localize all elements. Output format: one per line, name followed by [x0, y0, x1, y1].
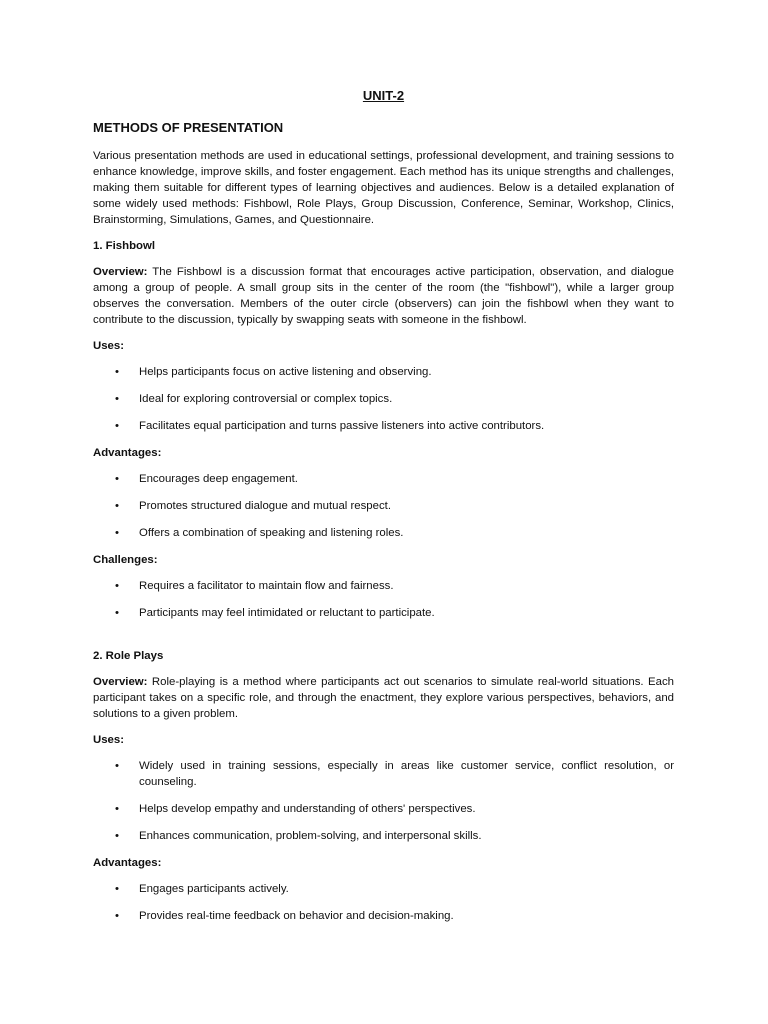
list-item-text: Encourages deep engagement. [139, 473, 298, 485]
bullet-icon: • [115, 393, 119, 405]
unit-title: UNIT-2 [362, 88, 405, 103]
overview-label: Overview: [93, 266, 148, 278]
bullet-icon: • [115, 760, 119, 772]
list-item [93, 758, 674, 790]
overview-paragraph-role-plays [93, 674, 674, 722]
list-item [93, 471, 674, 487]
list-item [93, 391, 674, 407]
intro-paragraph: Various presentation methods are used in educational settings, professional development, and training sessions to enhance knowledge, improve skills, and foster engagement. Each method has its unique strengths and challenges, making them suitable for different types of learning objectives and audiences. Below is a detailed explanation of some widely used methods: Fishbowl, Role Plays, Group Discussion, Conference, Seminar, Workshop, Clinics, Brainstorming, Simulations, Games, and Questionnaire. [93, 150, 674, 226]
bullet-icon: • [115, 910, 119, 922]
list-item-text: Helps participants focus on active listening and observing. [139, 366, 432, 378]
list-item [93, 881, 674, 897]
bullet-icon: • [115, 607, 119, 619]
section-heading-role-plays: 2. Role Plays [93, 650, 164, 662]
section-spacer [93, 632, 674, 648]
list-item-text: Facilitates equal participation and turns passive listeners into active contributors. [139, 420, 545, 432]
list-item-text: Enhances communication, problem-solving, and interpersonal skills. [139, 830, 482, 842]
section-heading-fishbowl: 1. Fishbowl [93, 240, 156, 252]
advantages-list-fishbowl [93, 471, 674, 541]
list-item [93, 828, 674, 844]
list-item-text: Provides real-time feedback on behavior and decision-making. [139, 910, 454, 922]
list-item-text: Promotes structured dialogue and mutual respect. [139, 500, 391, 512]
uses-heading-role-plays: Uses: [93, 734, 125, 746]
list-item-text: Offers a combination of speaking and listening roles. [139, 527, 404, 539]
list-item-text: Widely used in training sessions, especially in areas like customer service, conflict resolution, or counseling. [139, 760, 674, 788]
uses-list-role-plays [93, 758, 674, 844]
list-item-text: Requires a facilitator to maintain flow and fairness. [139, 580, 394, 592]
uses-heading-fishbowl: Uses: [93, 340, 125, 352]
bullet-icon: • [115, 580, 119, 592]
list-item-text: Ideal for exploring controversial or complex topics. [139, 393, 393, 405]
bullet-icon: • [115, 830, 119, 842]
overview-paragraph-fishbowl [93, 264, 674, 328]
bullet-icon: • [115, 473, 119, 485]
bullet-icon: • [115, 883, 119, 895]
list-item [93, 525, 674, 541]
bullet-icon: • [115, 803, 119, 815]
list-item [93, 605, 674, 621]
list-item [93, 908, 674, 924]
list-item-text: Engages participants actively. [139, 883, 289, 895]
advantages-heading-role-plays: Advantages: [93, 857, 162, 869]
bullet-icon: • [115, 420, 119, 432]
bullet-icon: • [115, 527, 119, 539]
advantages-list-role-plays [93, 881, 674, 924]
challenges-heading-fishbowl: Challenges: [93, 554, 158, 566]
overview-label: Overview: [93, 676, 148, 688]
challenges-list-fishbowl [93, 578, 674, 621]
overview-text: Role-playing is a method where participants act out scenarios to simulate real-world situations. Each participant takes on a specific role, and through the enactment, they explore various perspectives, behaviors, and solutions to a given problem. [93, 676, 674, 720]
advantages-heading-fishbowl: Advantages: [93, 447, 162, 459]
main-title: METHODS OF PRESENTATION [93, 120, 284, 135]
list-item [93, 418, 674, 434]
list-item [93, 801, 674, 817]
list-item [93, 364, 674, 380]
uses-list-fishbowl [93, 364, 674, 434]
bullet-icon: • [115, 500, 119, 512]
bullet-icon: • [115, 366, 119, 378]
list-item [93, 498, 674, 514]
list-item [93, 578, 674, 594]
list-item-text: Helps develop empathy and understanding of others' perspectives. [139, 803, 476, 815]
list-item-text: Participants may feel intimidated or reluctant to participate. [139, 607, 435, 619]
overview-text: The Fishbowl is a discussion format that encourages active participation, observation, and dialogue among a group of people. A small group sits in the center of the room (the "fishbowl"), while a larger group observes the conversation. Members of the outer circle (observers) can join the fishbowl when they want to contribute to the discussion, typically by swapping seats with someone in the fishbowl. [93, 266, 674, 326]
